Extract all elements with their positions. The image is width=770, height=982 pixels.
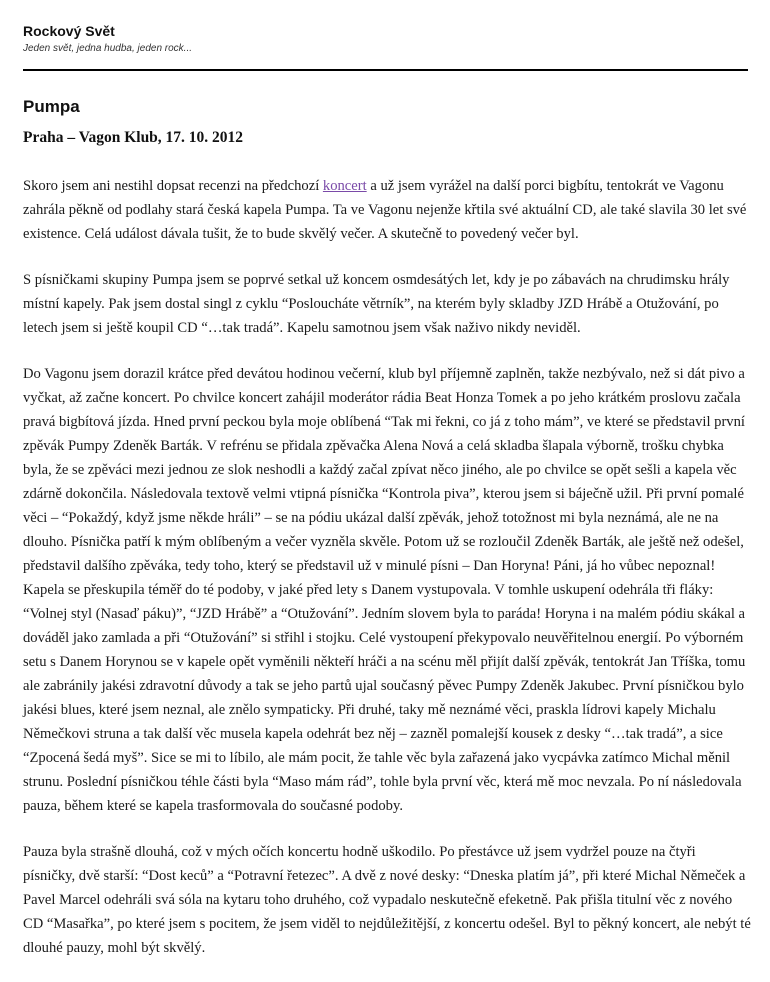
- post-title: Pumpa: [23, 97, 80, 116]
- post-subtitle: Praha – Vagon Klub, 17. 10. 2012: [23, 129, 244, 146]
- paragraph-1-text-end: a už jsem vyrážel na další porci bigbítu, tentokrát ve Vagonu zahrála pěkně od podlahy stará česká kapela Pumpa. Ta ve Vagonu nejenže křtila své aktuální CD, ale také slavila 30 let své existence. Celá událost dávala tušit, že to bude skvělý večer. A skutečně to povedený večer byl.: [23, 178, 747, 242]
- paragraph-1-text-start: Skoro jsem ani nestihl dopsat recenzi na předchozí: [23, 178, 323, 194]
- paragraph-2: S písničkami skupiny Pumpa jsem se poprvé setkal už koncem osmdesátých let, kdy je po zábavách na chrudimsku hrály místní kapely. Pak jsem dostal singl z cyklu “Posloucháte větrník”, na kterém byly skladby JZD Hrábě a Otužování, po letech jsem si ještě koupil CD “…tak tradá”. Kapelu samotnou jsem však naživo nikdy neviděl.: [23, 272, 730, 336]
- header-divider: [23, 69, 748, 71]
- post-article: [23, 96, 751, 982]
- site-header: [23, 22, 748, 55]
- post-body: [23, 174, 751, 960]
- paragraph-4: Pauza byla strašně dlouhá, což v mých očích koncertu hodně uškodilo. Po přestávce už jsem vydržel pouze na čtyři písničky, dvě starší: “Dost keců” a “Potravní řetezec”. A dvě z nové desky: “Dneska platím já”, při které Michal Němeček a Pavel Marcel odehráli svá sóla na kytaru toho druhého, což vypadalo neskutečně efeketně. Pak přišla titulní věc z nového CD “Masařka”, po které jsem s pocitem, že jsem viděl to nejdůležitější, z koncertu odešel. Byl to pěkný koncert, ale nebýt té dlouhé pauzy, mohl být skvělý.: [23, 844, 751, 956]
- site-title-link[interactable]: Rockový Svět: [23, 23, 115, 39]
- site-description: Jeden svět, jedna hudba, jeden rock...: [23, 43, 193, 54]
- concert-link[interactable]: koncert: [322, 178, 367, 194]
- paragraph-1: [23, 174, 751, 246]
- paragraph-3: Do Vagonu jsem dorazil krátce před devátou hodinou večerní, klub byl příjemně zaplněn, takže nezbývalo, než si dát pivo a vyčkat, až začne koncert. Po chvilce koncert zahájil moderátor rádia Beat Honza Tomek a po jeho krátkém proslovu začala pravá bigbítová jízda. Hned první peckou byla moje oblíbená “Tak mi řekni, co já z toho mám”, ve které se představil první zpěvák Pumpy Zdeněk Barták. V refrénu se přidala zpěvačka Alena Nová a celá skladba šlapala výborně, trošku chybka byla, že se zpěváci mezi jednou ze slok neshodli a každý začal zpívat něco jiného, ale po chvilce se opět sešli a kapela věc zdárně dokončila. Následovala textově velmi vtipná písnička “Kontrola piva”, kterou jsem si báječně užil. Při první pomalé věci – “Pokaždý, když jsme někde hráli” – se na pódiu ukázal další zpěvák, jehož totožnost mi byla neznámá, ale ne na dlouho. Písnička patří k mým oblíbeným a večer vyzněla skvěle. Potom už se rozloučil Zdeněk Barták, ale ještě než odešel, představil dalšího zpěváka, tedy toho, který se představil už v minulé písni – Dan Horyna! Páni, já ho vůbec nepoznal! Kapela se přeskupila téměř do té podoby, v jaké před lety s Danem vystupovala. V tomhle uskupení odehrála tři fláky: “Volnej styl (Nasaď páku)”, “JZD Hrábě” a “Otužování”. Jedním slovem byla to paráda! Horyna i na malém pódiu skákal a dováděl jako zamlada a při “Otužování” si střihl i stojku. Celé vystoupení překypovalo neuvěřitelnou energií. Po výborném setu s Danem Horynou se v kapele opět vyměnili někteří hráči a na scénu měl přijít další zpěvák, tentokrát Jan Tříška, tomu ale zabránily jakési zdravotní důvody a tak se jeho partů ujal současný pěvec Pumpy Zdeněk Jakubec. První písničkou bylo jakési blues, které jsem neznal, ale znělo sympaticky. Při druhé, taky mě neznámé věci, praskla lídrovi kapely Michalu Němečkovi struna a tak další věc musela kapela odehrát bez něj – zazněl pomalejší kousek z desky “…tak tradá”, a sice “Zpocená šedá myš”. Sice se mi to líbilo, ale mám pocit, že tahle věc byla zařazená jako vycpávka zatímco Michal měnil strunu. Poslední písničkou téhle části byla “Maso mám rád”, tohle byla první věc, která mě moc nevzala. Po ní následovala pauza, během které se kapela trasformovala do současné podoby.: [23, 366, 746, 814]
- site-title: [23, 22, 748, 40]
